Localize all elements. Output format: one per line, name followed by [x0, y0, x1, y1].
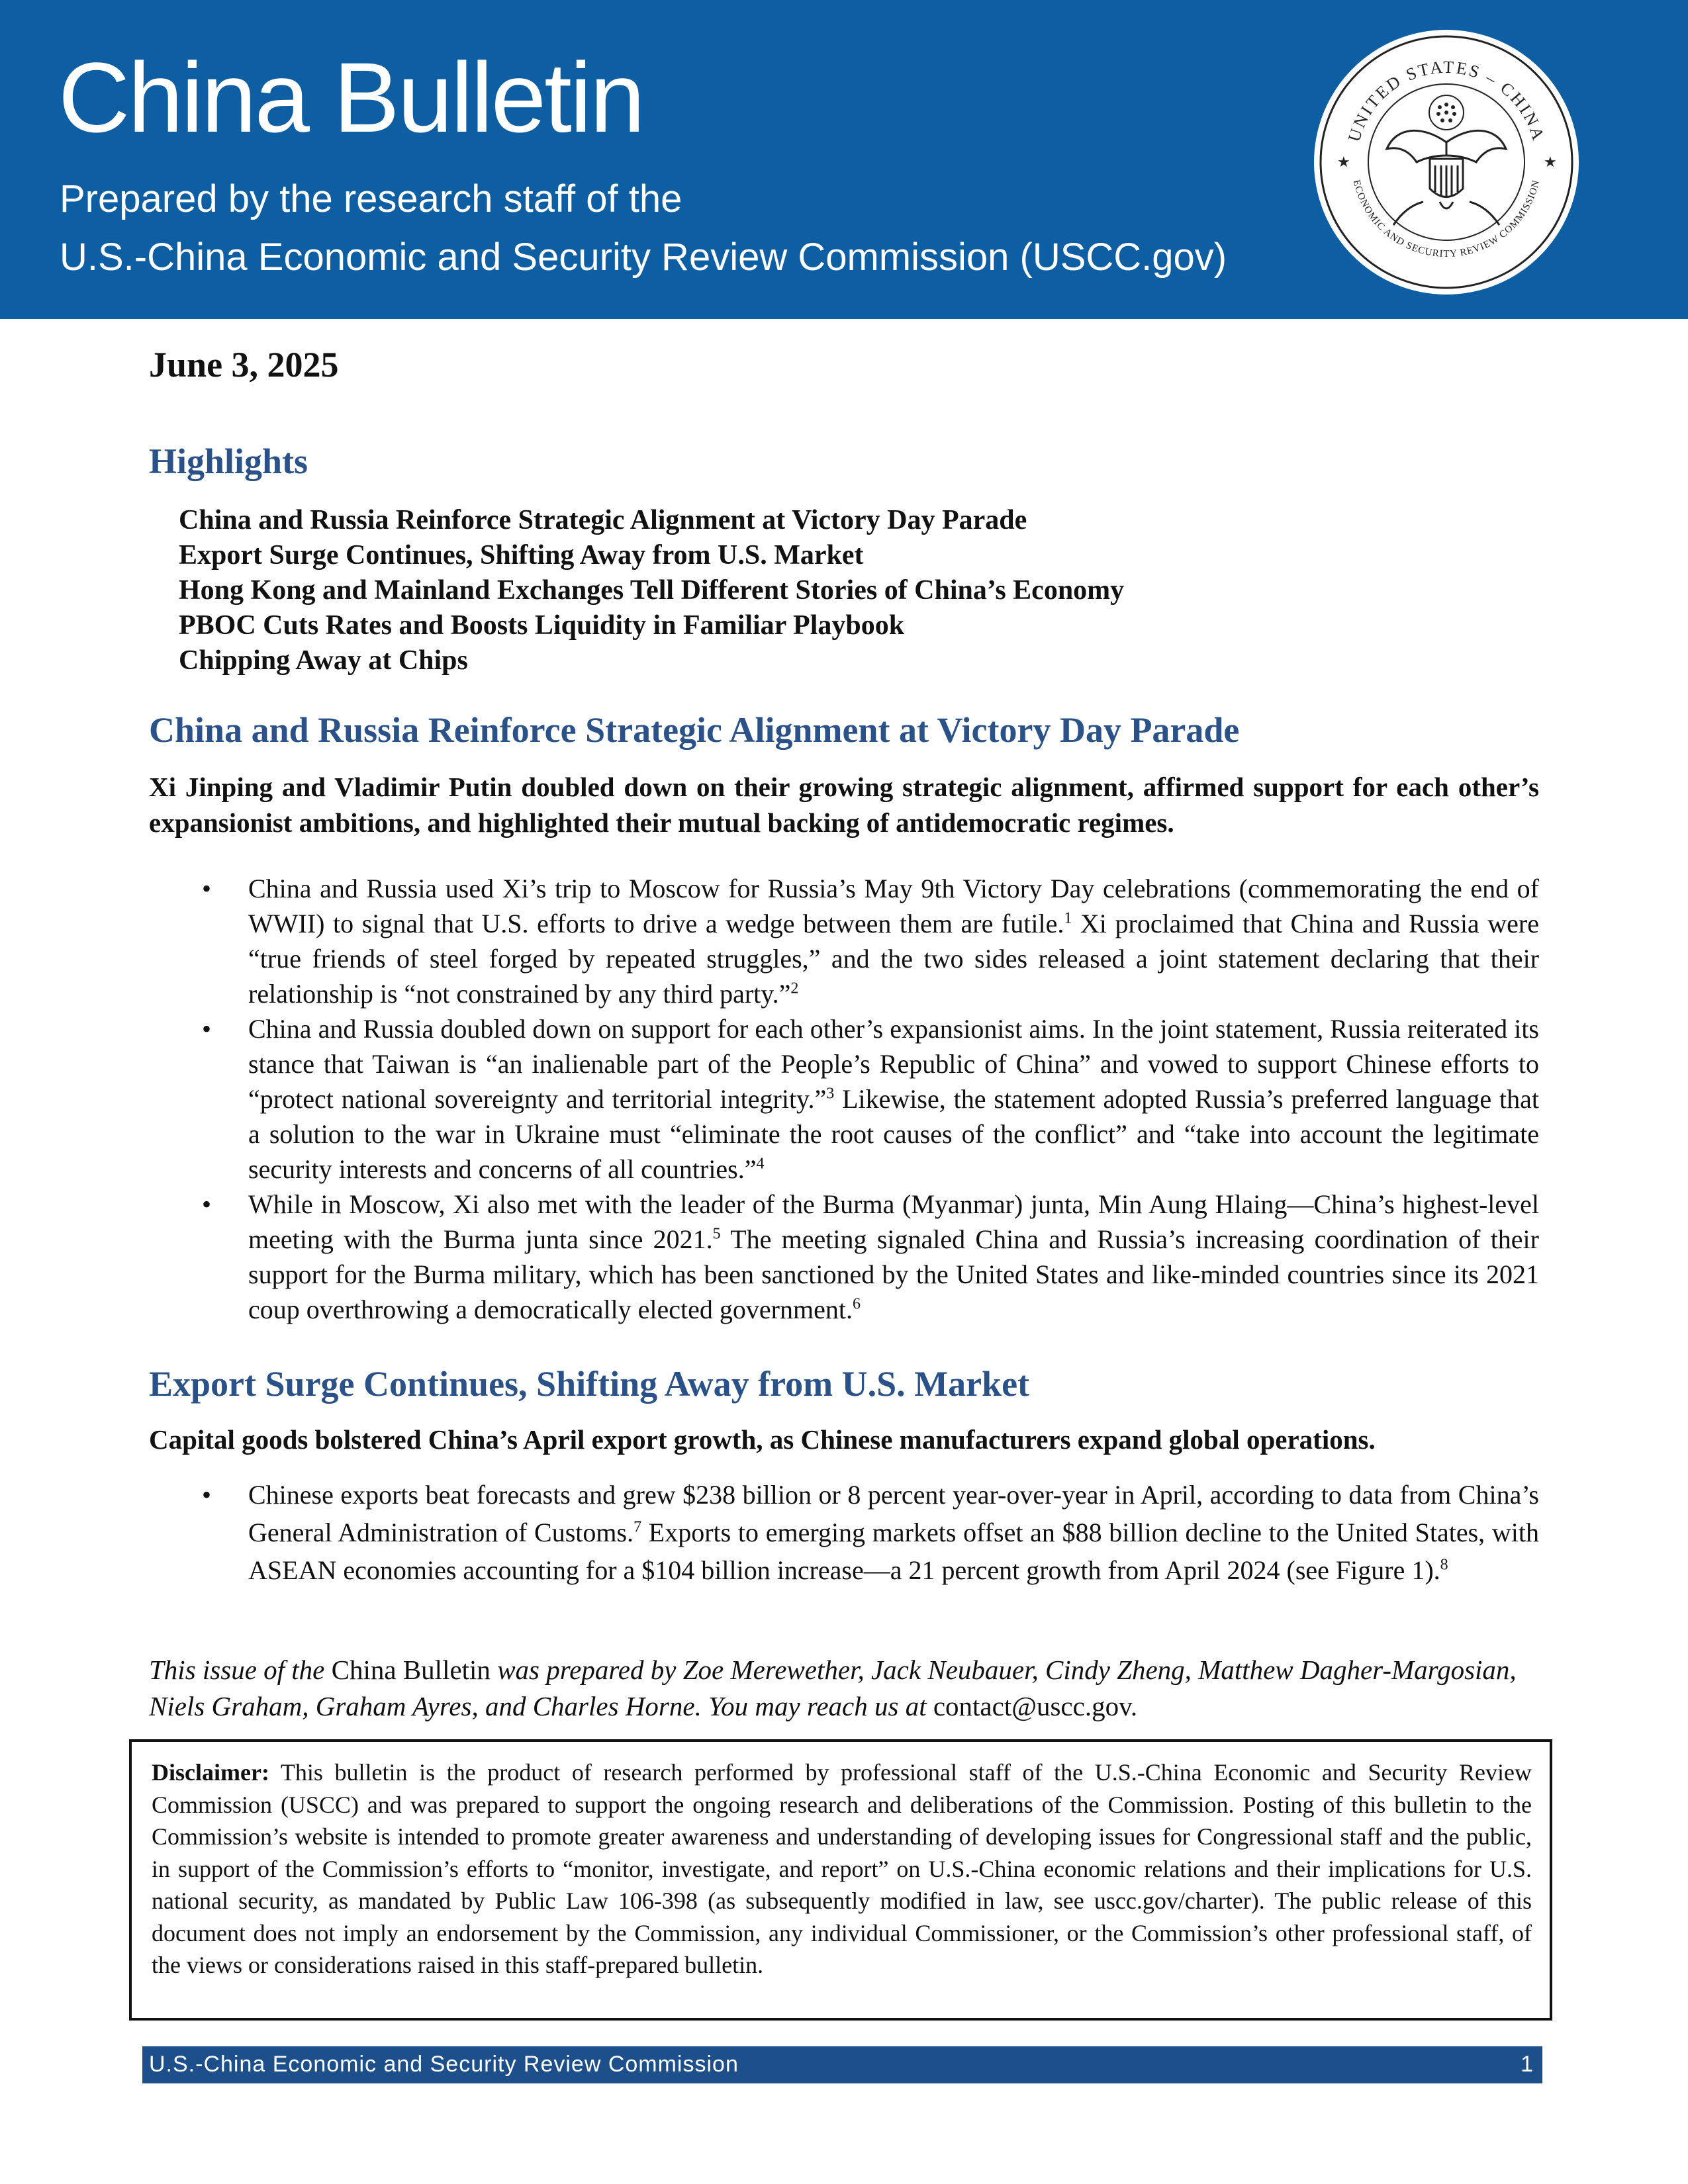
footnote-ref[interactable]: 5 [712, 1225, 721, 1243]
page-footer [142, 2046, 1542, 2083]
bulletin-date: June 3, 2025 [149, 345, 339, 385]
footnote-ref[interactable]: 4 [756, 1155, 765, 1173]
page-number: 1 [1521, 2052, 1533, 2077]
header-banner [0, 0, 1688, 319]
section-heading-export-surge: Export Surge Continues, Shifting Away from U.S. Market [149, 1364, 1030, 1404]
highlights-heading: Highlights [149, 441, 308, 481]
highlight-item: PBOC Cuts Rates and Boosts Liquidity in Familiar Playbook [179, 610, 905, 641]
bullet-item: • Chinese exports beat forecasts and grew $238 billion or 8 percent year-over-year in April, according to data from China’s General Administration of Customs.$^7$ Exports to emerging markets offset an $88 billion decline to the United States, with ASEAN economies accounting for a $104 billion increase—a 21 percent growth from April 2024 (see Figure 1).$^8$ [248, 1476, 1539, 1589]
disclaimer-box [129, 1739, 1552, 2021]
uscc-seal-logo [1311, 26, 1582, 298]
footer-commission-name: U.S.-China Economic and Security Review Commission [149, 2052, 739, 2077]
bulletin-title: China Bulletin [58, 42, 643, 153]
svg-text:ECONOMIC AND SECURITY REVIEW C: ECONOMIC AND SECURITY REVIEW COMMISSION [1350, 179, 1542, 259]
section-bullets-export-surge [248, 1476, 1539, 1589]
banner-subtitle-line1: Prepared by the research staff of the [60, 177, 682, 220]
footnote-ref[interactable]: 3 [826, 1085, 835, 1103]
footnote-ref[interactable]: 7 [633, 1518, 642, 1536]
section-heading-china-russia: China and Russia Reinforce Strategic Alignment at Victory Day Parade [149, 710, 1240, 750]
section-lede-china-russia: Xi Jinping and Vladimir Putin doubled down on their growing strategic alignment, affirmed support for each other’s expansionist ambitions, and highlighted their mutual backing of antidemocratic regimes. [149, 772, 1539, 838]
credits-paragraph: This issue of the China Bulletin was prepared by Zoe Merewether, Jack Neubauer, Cindy Zheng, Matthew Dagher-Margosian, Niels Graham, Graham Ayres, and Charles Horne. You may reach us at contact@uscc.gov. [149, 1655, 1517, 1721]
svg-text:★: ★ [1337, 154, 1350, 170]
disclaimer-label: Disclaimer: [152, 1759, 269, 1786]
footnote-ref[interactable]: 8 [1440, 1556, 1448, 1574]
contact-email-link[interactable]: contact@uscc.gov [933, 1691, 1131, 1721]
highlights-list [179, 503, 1124, 678]
section-bullets-china-russia [248, 871, 1539, 1327]
publication-name: China Bulletin [331, 1655, 491, 1685]
bullet-item: • While in Moscow, Xi also met with the leader of the Burma (Myanmar) junta, Min Aung Hlaing—China’s highest-level meeting with the Burma junta since 2021.$^5$ The meeting signaled China and Russia’s increasing coordination of their support for the Burma military, which has been sanctioned by the United States and like-minded countries since its 2021 coup overthrowing a democratically elected government.$^6$ [248, 1187, 1539, 1327]
section-lede-export-surge: Capital goods bolstered China’s April export growth, as Chinese manufacturers expand global operations. [149, 1424, 1376, 1455]
highlight-item: Export Surge Continues, Shifting Away from U.S. Market [179, 540, 864, 570]
highlight-item: Chipping Away at Chips [179, 645, 468, 676]
svg-text:★: ★ [1544, 154, 1557, 170]
disclaimer-text: Disclaimer: This bulletin is the product of research performed by professional staff of the U.S.-China Economic and Security Review Commission (USCC) and was prepared to support the ongoing research and deliberations of the Commission. Posting of this bulletin to the Commission’s website is intended to promote greater awareness and understanding of developing issues for Congressional staff and the public, in support of the Commission’s efforts to “monitor, investigate, and report” on U.S.-China economic relations and their implications for U.S. national security, as mandated by Public Law 106-398 (as subsequently modified in law, see uscc.gov/charter). The public release of this document does not imply an endorsement by the Commission, any individual Commissioner, or the Commission’s other professional staff, of the views or considerations raised in this staff-prepared bulletin. [152, 1759, 1532, 1978]
footnote-ref[interactable]: 6 [852, 1295, 861, 1313]
svg-text:UNITED STATES – CHINA: UNITED STATES – CHINA [1344, 57, 1549, 144]
bullet-item: • China and Russia doubled down on support for each other’s expansionist aims. In the joint statement, Russia reiterated its stance that Taiwan is “an inalienable part of the People’s Republic of China” and vowed to support Chinese efforts to “protect national sovereignty and territorial integrity.”$^3$ Likewise, the statement adopted Russia’s preferred language that a solution to the war in Ukraine must “eliminate the root causes of the conflict” and “take into account the legitimate security interests and concerns of all countries.”$^4$ [248, 1011, 1539, 1187]
bullet-item: • China and Russia used Xi’s trip to Moscow for Russia’s May 9th Victory Day celebrations (commemorating the end of WWII) to signal that U.S. efforts to drive a wedge between them are futile.$^1$ Xi proclaimed that China and Russia were “true friends of steel forged by repeated struggles,” and the two sides released a joint statement declaring that their relationship is “not constrained by any third party.”$^2$ [248, 871, 1539, 1011]
footnote-ref[interactable]: 2 [790, 979, 799, 997]
banner-subtitle-line2: U.S.-China Economic and Security Review Commission (USCC.gov) [60, 236, 1227, 279]
footnote-ref[interactable]: 1 [1064, 909, 1072, 927]
highlight-item: Hong Kong and Mainland Exchanges Tell Different Stories of China’s Economy [179, 575, 1125, 606]
highlight-item: China and Russia Reinforce Strategic Alignment at Victory Day Parade [179, 505, 1027, 535]
